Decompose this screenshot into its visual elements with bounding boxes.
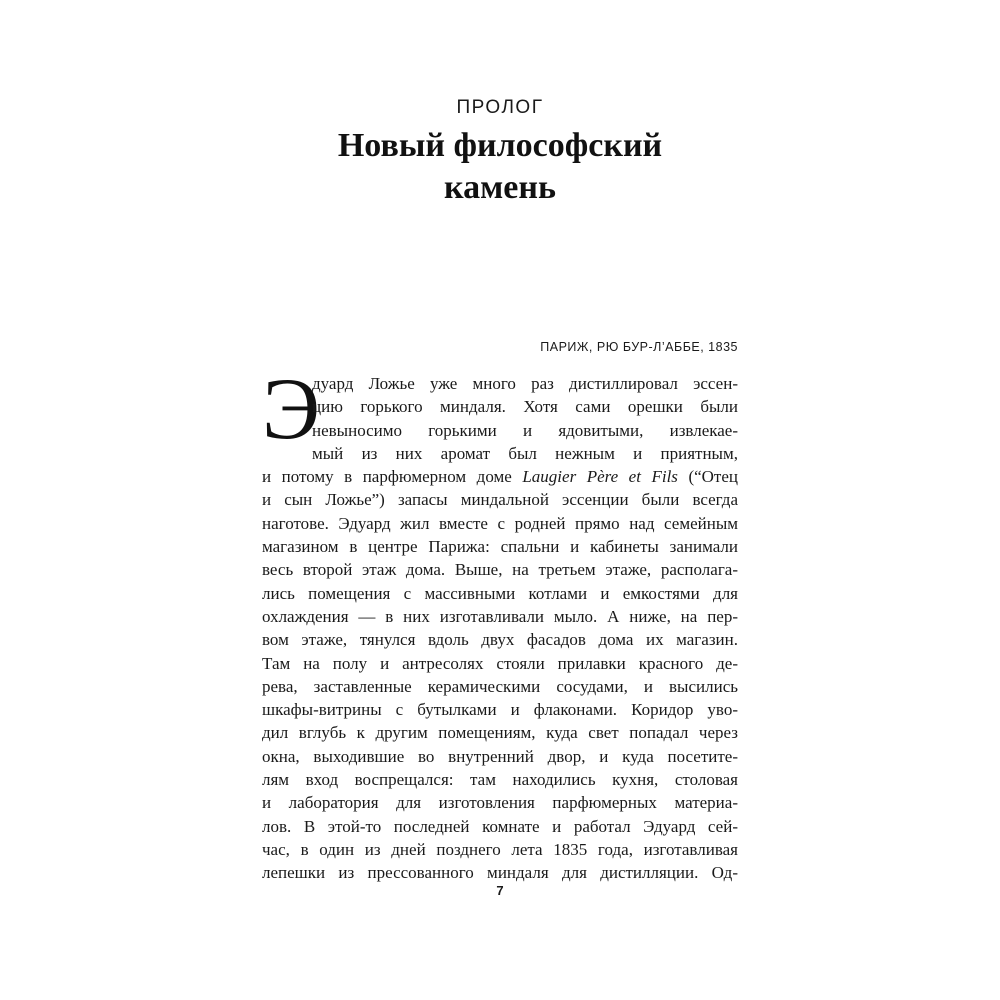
text-line: и сын Ложье”) запасы миндальной эссенции были всегда <box>262 490 738 510</box>
text-line: лись помещения с массивными котлами и емкостями для <box>262 583 738 603</box>
text-line: наготове. Эдуард жил вместе с родней прямо над семейным <box>262 513 738 533</box>
text-line <box>262 465 738 488</box>
text-line: охлаждения — в них изготавливали мыло. А ниже, на пер- <box>262 606 738 626</box>
text-line: рева, заставленные керамическими сосудами, и высились <box>262 676 738 696</box>
text-line: мый из них аромат был нежным и приятным, <box>312 443 738 463</box>
text-line: цию горького миндаля. Хотя сами орешки были <box>312 397 738 417</box>
chapter-kicker: ПРОЛОГ <box>456 97 544 118</box>
text-line: шкафы-витрины с бутылками и флаконами. Коридор уво- <box>262 700 738 720</box>
text-line: вом этаже, тянулся вдоль двух фасадов дома их магазин. <box>262 630 738 650</box>
text-run: и потому в парфюмерном доме <box>262 467 523 487</box>
page-number: 7 <box>496 883 504 898</box>
text-run: (“Отец <box>677 467 738 487</box>
text-line: дуард Ложье уже много раз дистиллировал эссен- <box>312 374 738 393</box>
text-line: час, в один из дней позднего лета 1835 года, изготавливая <box>262 839 738 859</box>
text-line: дил вглубь к другим помещениям, куда свет попадал через <box>262 723 738 743</box>
body-paragraph <box>262 372 738 885</box>
text-line: магазином в центре Парижа: спальни и кабинеты занимали <box>262 537 738 557</box>
text-line: лепешки из прессованного миндаля для дистилляции. Од- <box>262 863 738 883</box>
text-line: окна, выходившие во внутренний двор, и куда посетите- <box>262 746 738 766</box>
text-line: лов. В этой-то последней комнате и работал Эдуард сей- <box>262 816 738 836</box>
text-line: весь второй этаж дома. Выше, на третьем этаже, располага- <box>262 560 738 580</box>
place-date-line: ПАРИЖ, РЮ БУР-Л’АББЕ, 1835 <box>540 340 738 354</box>
chapter-title-line1: Новый философский <box>337 127 663 164</box>
chapter-title-line2: камень <box>444 169 556 206</box>
text-line: и лаборатория для изготовления парфюмерных материа- <box>262 793 738 813</box>
drop-cap: Э <box>262 361 321 458</box>
text-line: Там на полу и антресолях стояли прилавки красного де- <box>262 653 738 673</box>
italic-firm-name: Laugier Père et Fils <box>522 467 678 487</box>
text-line: невыносимо горькими и ядовитыми, извлекае- <box>312 420 738 440</box>
text-line: лям вход воспрещался: там находились кухня, столовая <box>262 770 738 790</box>
chapter-title <box>0 125 1000 209</box>
